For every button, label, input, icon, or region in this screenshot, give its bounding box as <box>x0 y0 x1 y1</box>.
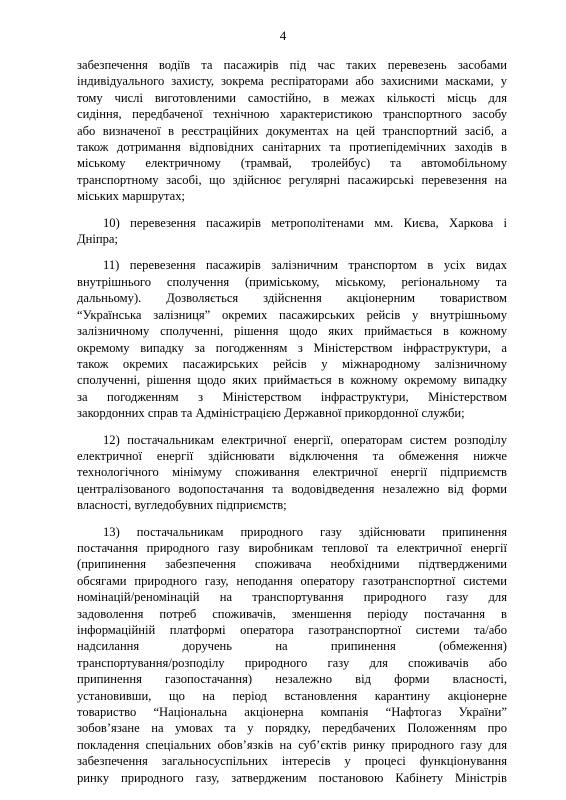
text-line: дальньому). Дозволяється здійснення акціонерним товариством <box>77 291 507 306</box>
text-line: електричної енергії здійснювати відключення та обмеження нижче <box>77 448 507 463</box>
text-line: Дніпра; <box>77 232 118 247</box>
text-line: технологічного мінімуму споживання електричної енергії підприємств <box>77 465 507 480</box>
paragraph-item-10 <box>77 215 507 248</box>
text-line: надсилання доручень на припинення (обмеження) <box>77 639 507 654</box>
page-number: 4 <box>279 28 287 43</box>
text-line: 11) перевезення пасажирів залізничним транспортом в усіх видах <box>103 258 507 273</box>
text-line: “Українська залізниця” окремих пасажирських рейсів у внутрішньому <box>77 307 507 322</box>
text-line: тому числі виготовленими самостійно, в межах кількості місць для <box>77 90 507 105</box>
document-body <box>77 57 507 796</box>
text-line: закордонних справ та Адміністрацією Державної прикордонної служби; <box>77 406 465 421</box>
text-line: товариство “Національна акціонерна компанія “Нафтогаз України” <box>77 705 507 720</box>
text-line: забезпечення водіїв та пасажирів під час таких перевезень засобами <box>77 58 507 72</box>
text-line: сполученні, рішення щодо яких приймається в кожному окремому випадку <box>77 373 507 388</box>
paragraph-item-12 <box>77 432 507 514</box>
text-line: 12) постачальникам електричної енергії, операторам систем розподілу <box>103 432 507 447</box>
text-line: індивідуального захисту, зокрема респіраторами або захисними масками, у <box>77 74 507 89</box>
text-line: також дотримання відповідних санітарних та протиепідемічних заходів в <box>77 140 507 155</box>
text-line: припинення газопостачання) незалежно від форми власності, <box>77 672 507 687</box>
text-line: або визначеної в реєстраційних документах на цей транспортний засіб, а <box>77 123 507 138</box>
text-line: задоволення потреб споживачів, зменшення періоду постачання в <box>77 606 507 621</box>
text-line: забезпечення загальносуспільних інтересів у процесі функціонування <box>77 754 507 769</box>
text-line: постачання природного газу виробникам теплової та електричної енергії <box>77 540 507 555</box>
text-line: централізованого водопостачання та водовідведення незалежно від форми <box>77 481 507 496</box>
text-line: окремому випадку за погодженням з Міністерством інфраструктури, а <box>77 340 507 355</box>
paragraph-item-13 <box>77 524 507 787</box>
text-line: покладення спеціальних обов’язків на суб’єктів ринку природного газу для <box>77 737 507 752</box>
text-line: власності, вугледобувних підприємств; <box>77 498 287 513</box>
text-line: обсягами природного газу, неподання оператору газотранспортної системи <box>77 573 507 588</box>
text-line: також окремих пасажирських рейсів у міжнародному залізничному <box>77 356 507 371</box>
text-line: номінацій/реномінацій на транспортування природного газу для <box>77 590 507 605</box>
paragraph-continuation <box>77 57 507 205</box>
text-line: установивши, що на період встановлення карантину акціонерне <box>77 688 507 703</box>
text-line: транспортному засобі, що здійснює регулярні пасажирські перевезення на <box>77 172 507 187</box>
text-line: інформаційній платформі оператора газотранспортної системи та/або <box>77 623 507 637</box>
text-line: сидіння, передбаченої технічною характеристикою транспортного засобу <box>77 107 507 122</box>
text-line: ринку природного газу, затвердженим постановою Кабінету Міністрів <box>77 770 507 785</box>
text-line: залізничному сполученні, рішення щодо яких приймається в кожному <box>77 324 507 339</box>
text-line: 13) постачальникам природного газу здійснювати припинення <box>103 524 507 539</box>
text-line: внутрішнього сполучення (приміському, міському, регіональному та <box>77 274 507 289</box>
text-line: 10) перевезення пасажирів метрополітенами мм. Києва, Харкова і <box>103 215 507 230</box>
text-line: зобов’язане на умовах та у порядку, передбачених Положенням про <box>77 721 507 736</box>
text-line: (припинення забезпечення споживача необхідними підтвердженими <box>77 557 507 572</box>
text-line: міських маршрутах; <box>77 189 186 204</box>
text-line: міському електричному (трамвай, тролейбус) та автомобільному <box>77 156 507 171</box>
paragraph-item-11 <box>77 257 507 421</box>
text-line: за погодженням з Міністерством інфраструктури, Міністерством <box>77 389 507 404</box>
text-line: транспортування/розподілу природного газу для споживачів або <box>77 655 507 670</box>
